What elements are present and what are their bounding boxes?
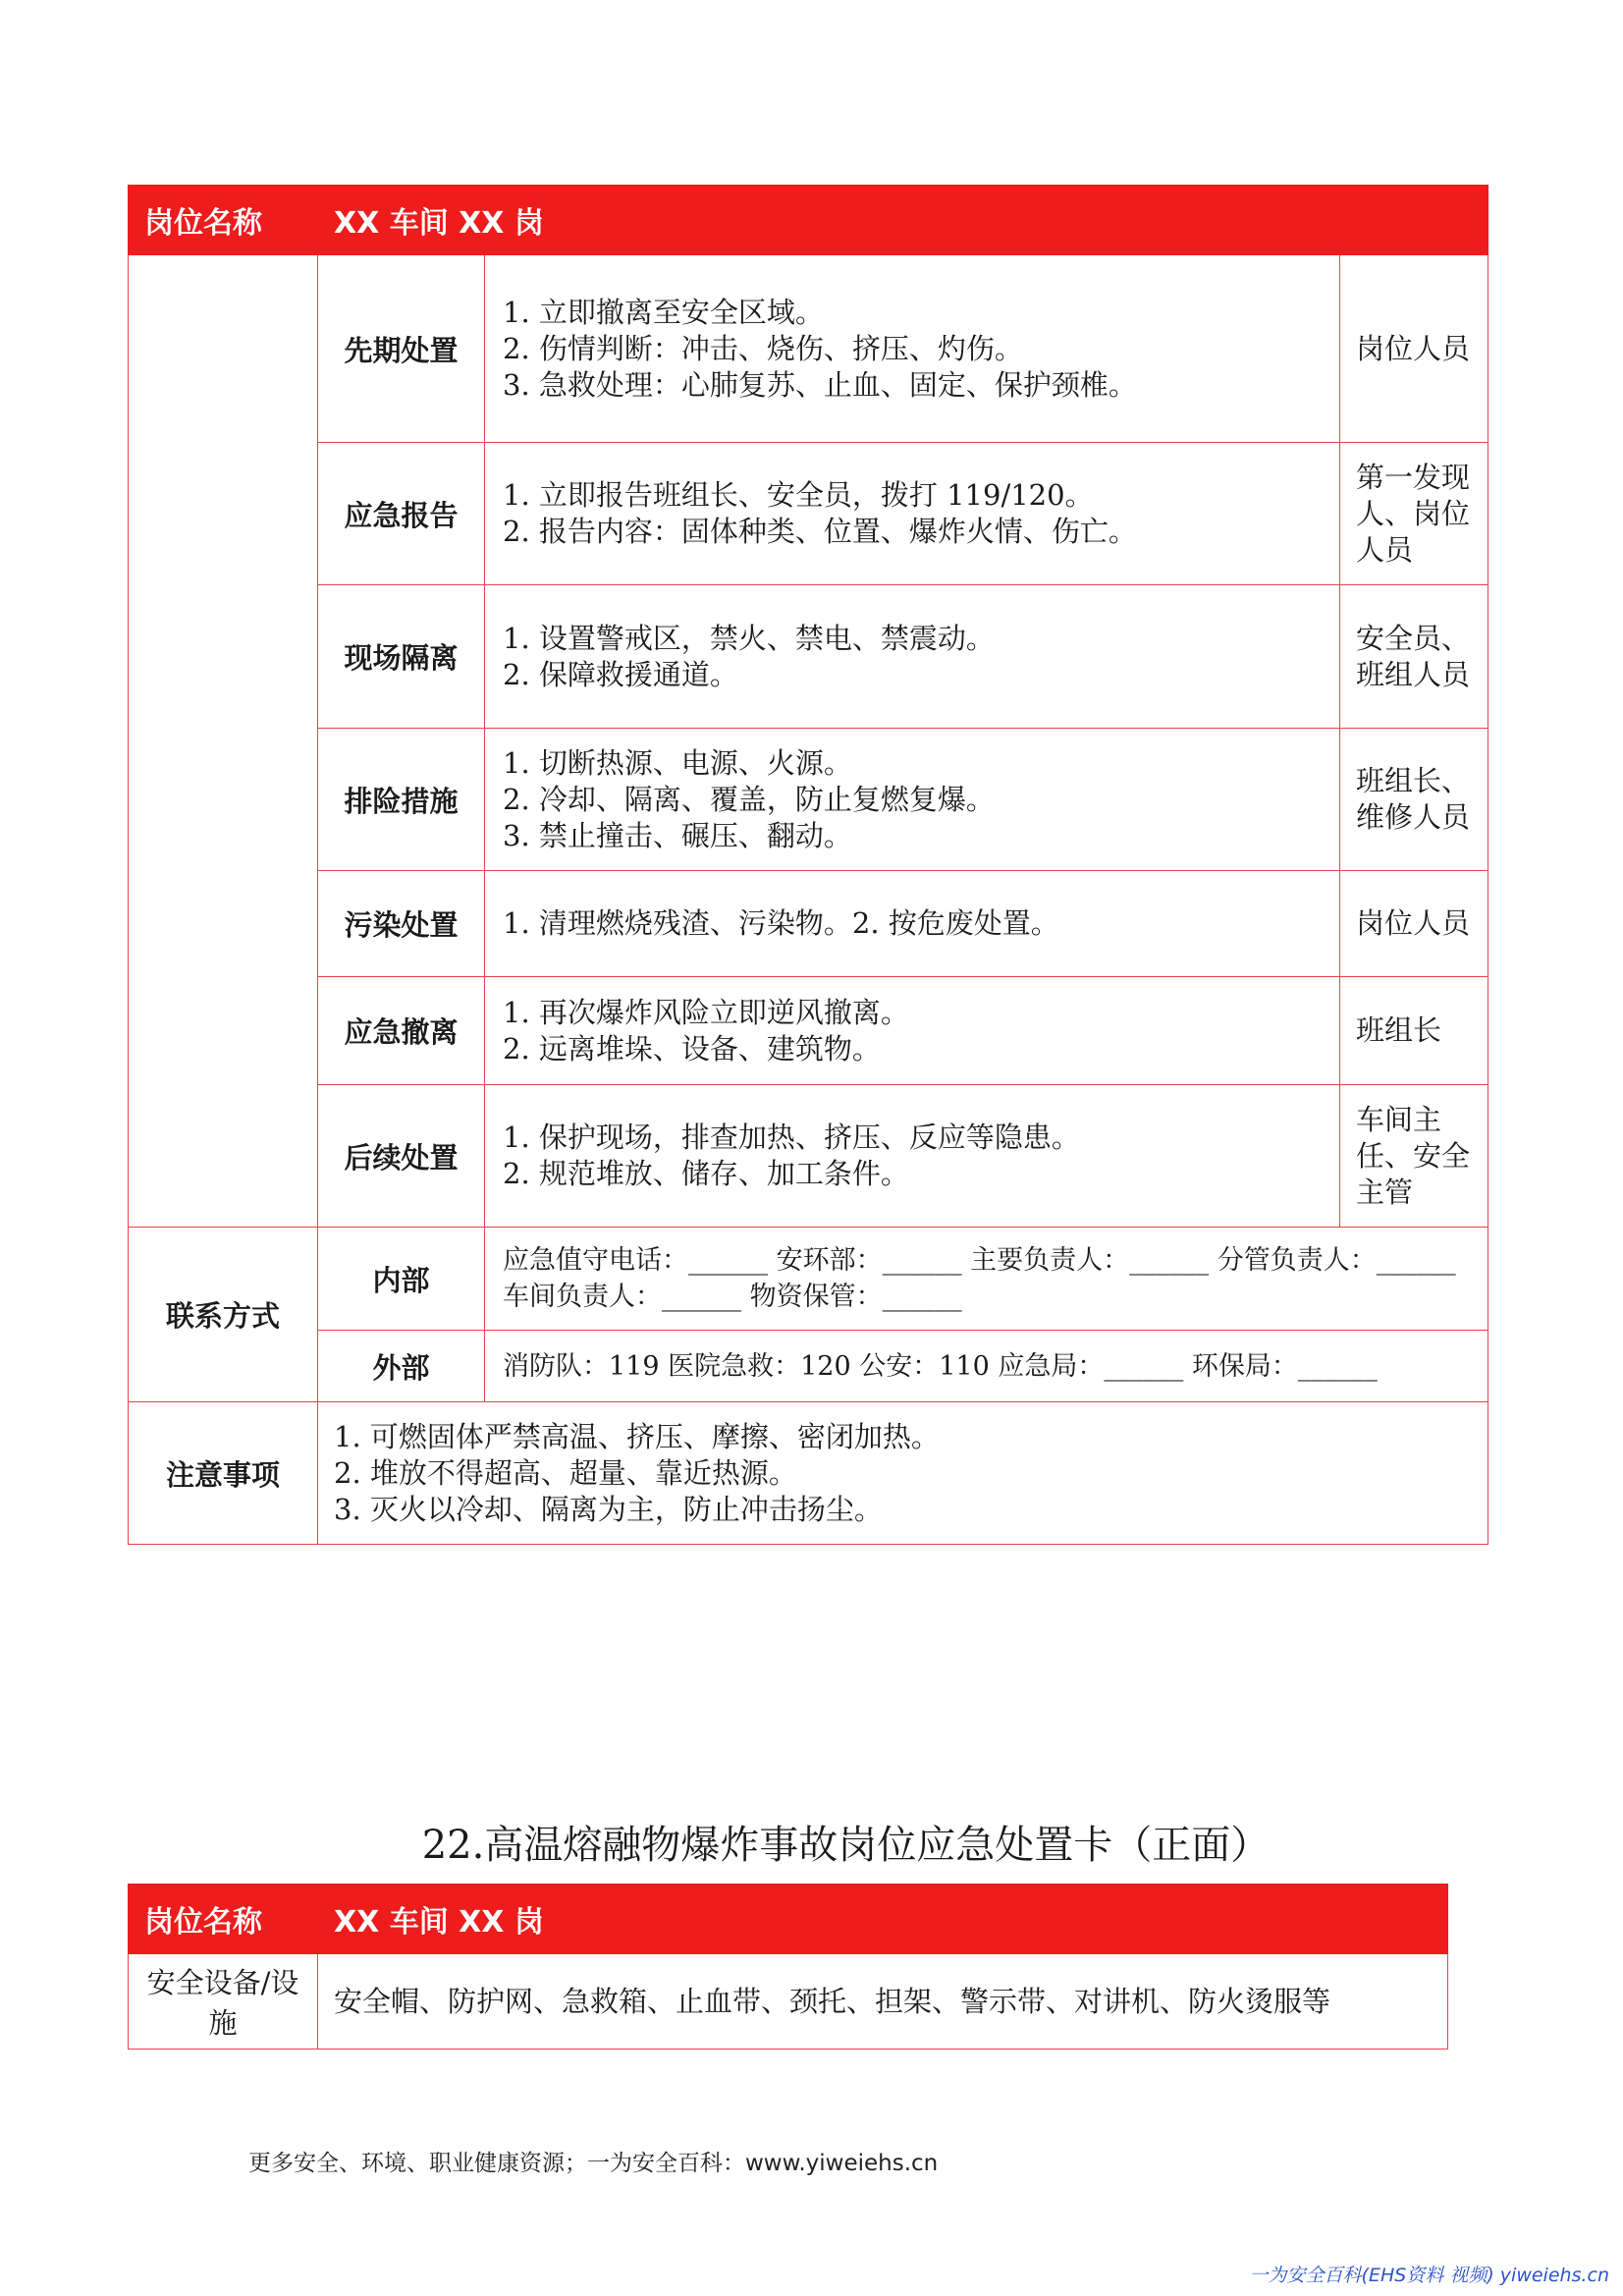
internal-label: 内部 — [318, 1228, 485, 1331]
step-responsible: 班组长、维修人员 — [1340, 729, 1488, 871]
equipment-text-value: 安全帽、防护网、急救箱、止血带、颈托、担架、警示带、对讲机、防火烫服等 — [334, 1984, 1331, 2018]
step-name: 后续处置 — [318, 1085, 485, 1228]
step-line: 2. 冷却、隔离、覆盖，防止复燃复爆。 — [503, 782, 995, 816]
note-line: 2. 堆放不得超高、超量、靠近热源。 — [334, 1455, 797, 1490]
step-row — [129, 1085, 1488, 1228]
step-name: 排险措施 — [318, 729, 485, 871]
external-label: 外部 — [318, 1331, 485, 1402]
card-header-row — [129, 1885, 1448, 1954]
step-content — [485, 977, 1340, 1085]
step-name: 污染处置 — [318, 871, 485, 977]
step-content — [485, 443, 1340, 585]
header-value: XX 车间 XX 岗 — [318, 1885, 1448, 1954]
step-line: 2. 规范堆放、储存、加工条件。 — [503, 1157, 909, 1190]
notes-label: 注意事项 — [129, 1402, 318, 1545]
step-name: 先期处置 — [318, 255, 485, 443]
step-content — [485, 871, 1340, 977]
step-line: 1. 清理燃烧残渣、污染物。2. 按危废处置。 — [503, 906, 1059, 940]
contact-external-row — [129, 1331, 1488, 1402]
step-name: 现场隔离 — [318, 585, 485, 729]
step-line: 2. 远离堆垛、设备、建筑物。 — [503, 1031, 881, 1066]
footer-text: 更多安全、环境、职业健康资源；一为安全百科：www.yiweiehs.cn — [248, 2151, 939, 2176]
step-line: 2. 报告内容：固体种类、位置、爆炸火情、伤亡。 — [503, 515, 1137, 548]
note-line: 1. 可燃固体严禁高温、挤压、摩擦、密闭加热。 — [334, 1419, 940, 1453]
external-contacts: 消防队：119 医院急救：120 公安：110 应急局：______ 环保局：______ — [485, 1331, 1488, 1402]
step-responsible: 安全员、班组人员 — [1340, 585, 1488, 729]
equipment-label: 安全设备/设施 — [129, 1954, 318, 2050]
internal-contacts: 应急值守电话：______ 安环部：______ 主要负责人：______ 分管负责人：______ 车间负责人：______ 物资保管：______ — [485, 1228, 1488, 1331]
section-title-text: 22.高温熔融物爆炸事故岗位应急处置卡（正面） — [421, 1823, 1271, 1868]
step-line: 1. 再次爆炸风险立即逆风撤离。 — [503, 995, 909, 1029]
step-line: 1. 保护现场，排查加热、挤压、反应等隐患。 — [503, 1121, 1080, 1154]
section-title — [0, 1814, 1623, 1870]
header-value: XX 车间 XX 岗 — [318, 186, 1488, 255]
step-line: 1. 立即报告班组长、安全员，拨打 119/120。 — [503, 478, 1094, 512]
step-row — [129, 585, 1488, 729]
step-name: 应急撤离 — [318, 977, 485, 1085]
emergency-card-2 — [128, 1884, 1448, 2050]
step-responsible: 岗位人员 — [1340, 255, 1488, 443]
step-row — [129, 729, 1488, 871]
step-line: 2. 保障救援通道。 — [503, 657, 738, 691]
step-line: 3. 禁止撞击、碾压、翻动。 — [503, 818, 852, 852]
contact-label: 联系方式 — [129, 1228, 318, 1402]
step-responsible: 岗位人员 — [1340, 871, 1488, 977]
emergency-card-1 — [128, 185, 1488, 1545]
step-responsible: 第一发现人、岗位人员 — [1340, 443, 1488, 585]
card-header-row — [129, 186, 1488, 255]
step-line: 1. 立即撤离至安全区域。 — [503, 295, 824, 329]
notes-content — [318, 1402, 1488, 1545]
step-row — [129, 871, 1488, 977]
step-content — [485, 255, 1340, 443]
equipment-row — [129, 1954, 1448, 2050]
step-responsible: 班组长 — [1340, 977, 1488, 1085]
step-content — [485, 1085, 1340, 1228]
step-row — [129, 443, 1488, 585]
header-label: 岗位名称 — [129, 186, 318, 255]
step-content — [485, 585, 1340, 729]
step-content — [485, 729, 1340, 871]
step-name: 应急报告 — [318, 443, 485, 585]
notes-row — [129, 1402, 1488, 1545]
step-row — [129, 977, 1488, 1085]
step-responsible: 车间主任、安全主管 — [1340, 1085, 1488, 1228]
note-line: 3. 灭火以冷却、隔离为主，防止冲击扬尘。 — [334, 1492, 883, 1526]
step-row — [129, 255, 1488, 443]
contact-internal-row — [129, 1228, 1488, 1331]
step-line: 1. 设置警戒区，禁火、禁电、禁震动。 — [503, 621, 995, 655]
equipment-text — [318, 1954, 1448, 2050]
watermark-link[interactable]: 一为安全百科(EHS资料 视频) yiweiehs.cn — [1249, 2265, 1609, 2286]
header-label: 岗位名称 — [129, 1885, 318, 1954]
step-line: 3. 急救处理：心肺复苏、止血、固定、保护颈椎。 — [503, 367, 1137, 402]
blank-cell — [129, 255, 318, 1228]
step-line: 2. 伤情判断：冲击、烧伤、挤压、灼伤。 — [503, 331, 1023, 365]
step-line: 1. 切断热源、电源、火源。 — [503, 745, 852, 780]
